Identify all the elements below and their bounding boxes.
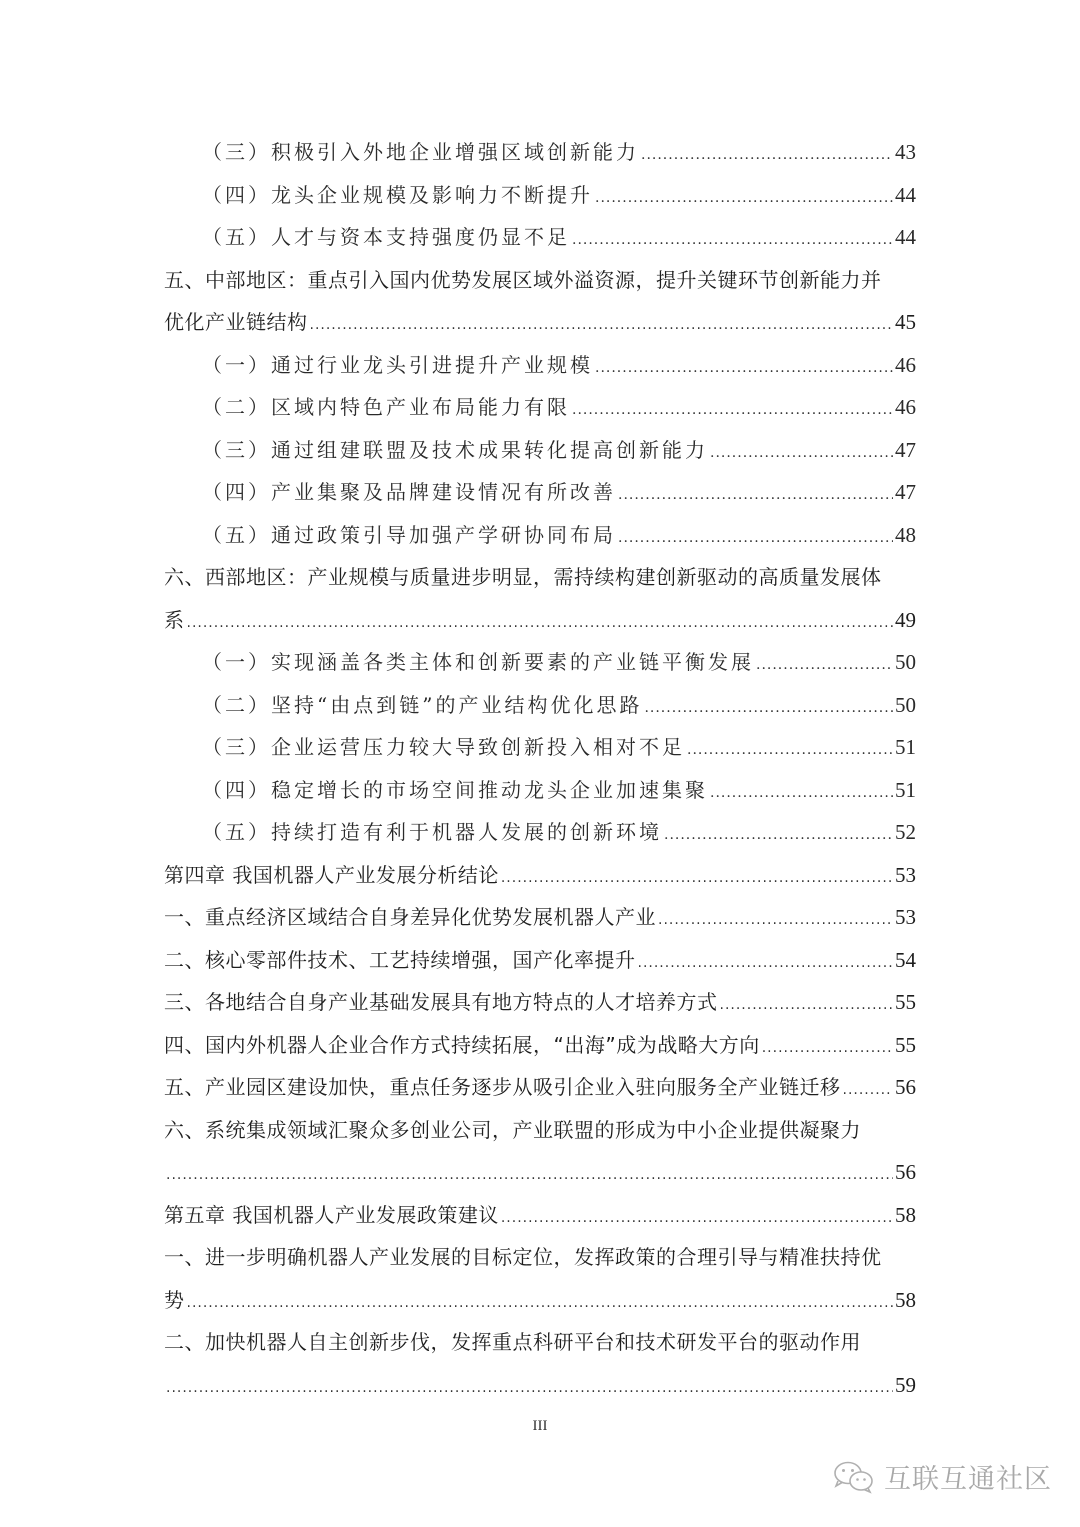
toc-page-number: 52 [895,820,916,844]
toc-page-number: 55 [895,1032,916,1057]
toc-entry[interactable] [164,216,916,259]
dot-leader [166,1367,893,1410]
toc-entry-title: 系 [164,607,185,632]
toc-entry[interactable] [164,641,916,684]
toc-entry[interactable] [164,599,916,642]
toc-entry-line[interactable] [164,1109,916,1152]
toc-entry-title: （五）持续打造有利于机器人发展的创新环境 [202,820,662,844]
toc-entry-title: 四、国内外机器人企业合作方式持续拓展，“出海”成为战略大方向 [164,1032,760,1057]
dot-leader [166,1154,893,1197]
toc-entry-title: 二、加快机器人自主创新步伐，发挥重点科研平台和技术研发平台的驱动作用 [164,1330,861,1354]
toc-entry-title: （三）积极引入外地企业增强区域创新能力 [202,140,639,164]
toc-entry[interactable] [164,1066,916,1109]
toc-entry[interactable] [164,939,916,982]
toc-entry[interactable] [164,1194,916,1237]
toc-entry-title: （三）通过组建联盟及技术成果转化提高创新能力 [202,437,708,462]
dot-leader [501,1197,893,1240]
dot-leader [572,219,893,262]
toc-entry[interactable] [164,386,916,429]
toc-page-number: 50 [895,692,916,717]
dot-leader [687,729,893,772]
toc-entry-title: （一）实现涵盖各类主体和创新要素的产业链平衡发展 [202,650,754,674]
toc-entry[interactable] [164,1024,916,1067]
dot-leader [762,1027,893,1070]
toc-entry-title: 二、核心零部件技术、工艺持续增强，国产化率提升 [164,947,636,972]
toc-entry-title: 一、重点经济区域结合自身差异化优势发展机器人产业 [164,905,656,929]
toc-page-number: 46 [895,352,916,377]
toc-page-number: 51 [895,735,916,759]
toc-page-number: 54 [895,947,916,972]
table-of-contents [164,131,916,1406]
toc-entry[interactable] [164,344,916,387]
toc-entry[interactable] [164,429,916,472]
dot-leader [618,517,893,560]
toc-entry-title: 五、中部地区：重点引入国内优势发展区域外溢资源，提升关键环节创新能力并 [164,267,882,292]
toc-page-number: 51 [895,777,916,802]
toc-entry[interactable] [164,1151,916,1194]
toc-entry[interactable] [164,514,916,557]
toc-entry[interactable] [164,301,916,344]
toc-entry-title: 第四章 我国机器人产业发展分析结论 [164,862,499,887]
toc-page-number: 44 [895,182,916,207]
toc-entry-title: 一、进一步明确机器人产业发展的目标定位，发挥政策的合理引导与精准扶持优 [164,1245,882,1269]
dot-leader [658,899,893,942]
toc-entry[interactable] [164,174,916,217]
toc-entry-title: （五）人才与资本支持强度仍显不足 [202,225,570,249]
dot-leader [595,177,893,220]
toc-entry-title: 六、系统集成领域汇聚众多创业公司，产业联盟的形成为中小企业提供凝聚力 [164,1117,861,1142]
toc-page-number: 55 [895,990,916,1014]
toc-entry[interactable] [164,131,916,174]
toc-page-number: 46 [895,395,916,419]
toc-page-number: 53 [895,905,916,929]
dot-leader [638,942,894,985]
toc-entry-title: （四）产业集聚及品牌建设情况有所改善 [202,480,616,504]
dot-leader [501,857,893,900]
toc-page-number: 56 [895,1075,916,1099]
toc-page-number: 47 [895,480,916,504]
toc-entry-title: 优化产业链结构 [164,310,308,334]
toc-page-number: 47 [895,437,916,462]
dot-leader [664,814,893,857]
toc-page-number: 48 [895,522,916,547]
dot-leader [187,602,894,645]
toc-page-number: 50 [895,650,916,674]
dot-leader [720,984,894,1027]
toc-page-number: 58 [895,1202,916,1227]
toc-page-number: 59 [895,1372,916,1397]
toc-entry[interactable] [164,981,916,1024]
toc-page-number: 43 [895,140,916,164]
toc-entry-line[interactable] [164,1236,916,1279]
watermark [832,1457,1052,1496]
toc-entry-line[interactable] [164,1321,916,1364]
toc-entry-title: （四）龙头企业规模及影响力不断提升 [202,182,593,207]
dot-leader [572,389,893,432]
toc-entry-title: 势 [164,1287,185,1312]
dot-leader [843,1069,894,1112]
toc-entry-title: （五）通过政策引导加强产学研协同布局 [202,522,616,547]
toc-page-number: 49 [895,607,916,632]
dot-leader [595,347,893,390]
toc-entry-line[interactable] [164,556,916,599]
toc-entry-title: （一）通过行业龙头引进提升产业规模 [202,352,593,377]
toc-entry[interactable] [164,896,916,939]
dot-leader [710,432,893,475]
toc-entry[interactable] [164,854,916,897]
toc-entry[interactable] [164,769,916,812]
toc-entry-title: 第五章 我国机器人产业发展政策建议 [164,1202,499,1227]
toc-entry[interactable] [164,1364,916,1407]
toc-entry-title: 三、各地结合自身产业基础发展具有地方特点的人才培养方式 [164,990,718,1014]
dot-leader [710,772,893,815]
toc-entry-title: （四）稳定增长的市场空间推动龙头企业加速集聚 [202,777,708,802]
toc-entry-title: 五、产业园区建设加快，重点任务逐步从吸引企业入驻向服务全产业链迁移 [164,1075,841,1099]
toc-entry[interactable] [164,684,916,727]
watermark-text: 互联互通社区 [884,1464,1052,1495]
dot-leader [644,687,893,730]
toc-entry-title: （三）企业运营压力较大导致创新投入相对不足 [202,735,685,759]
toc-entry-title: （二）坚持“由点到链”的产业结构优化思路 [202,692,643,717]
toc-entry[interactable] [164,1279,916,1322]
toc-entry[interactable] [164,726,916,769]
wechat-icon [832,1460,876,1494]
toc-entry[interactable] [164,811,916,854]
page-folio: III [532,1418,548,1434]
toc-entry-line[interactable] [164,259,916,302]
dot-leader [756,644,893,687]
toc-page-number: 58 [895,1287,916,1312]
dot-leader [187,1282,894,1325]
toc-page-number: 56 [895,1160,916,1184]
dot-leader [618,474,893,517]
dot-leader [641,134,893,177]
toc-page-number: 45 [895,310,916,334]
toc-entry-title: （二）区域内特色产业布局能力有限 [202,395,570,419]
dot-leader [310,304,894,347]
toc-entry-title: 六、西部地区：产业规模与质量进步明显，需持续构建创新驱动的高质量发展体 [164,565,882,589]
toc-page-number: 53 [895,862,916,887]
toc-page-number: 44 [895,225,916,249]
toc-entry[interactable] [164,471,916,514]
